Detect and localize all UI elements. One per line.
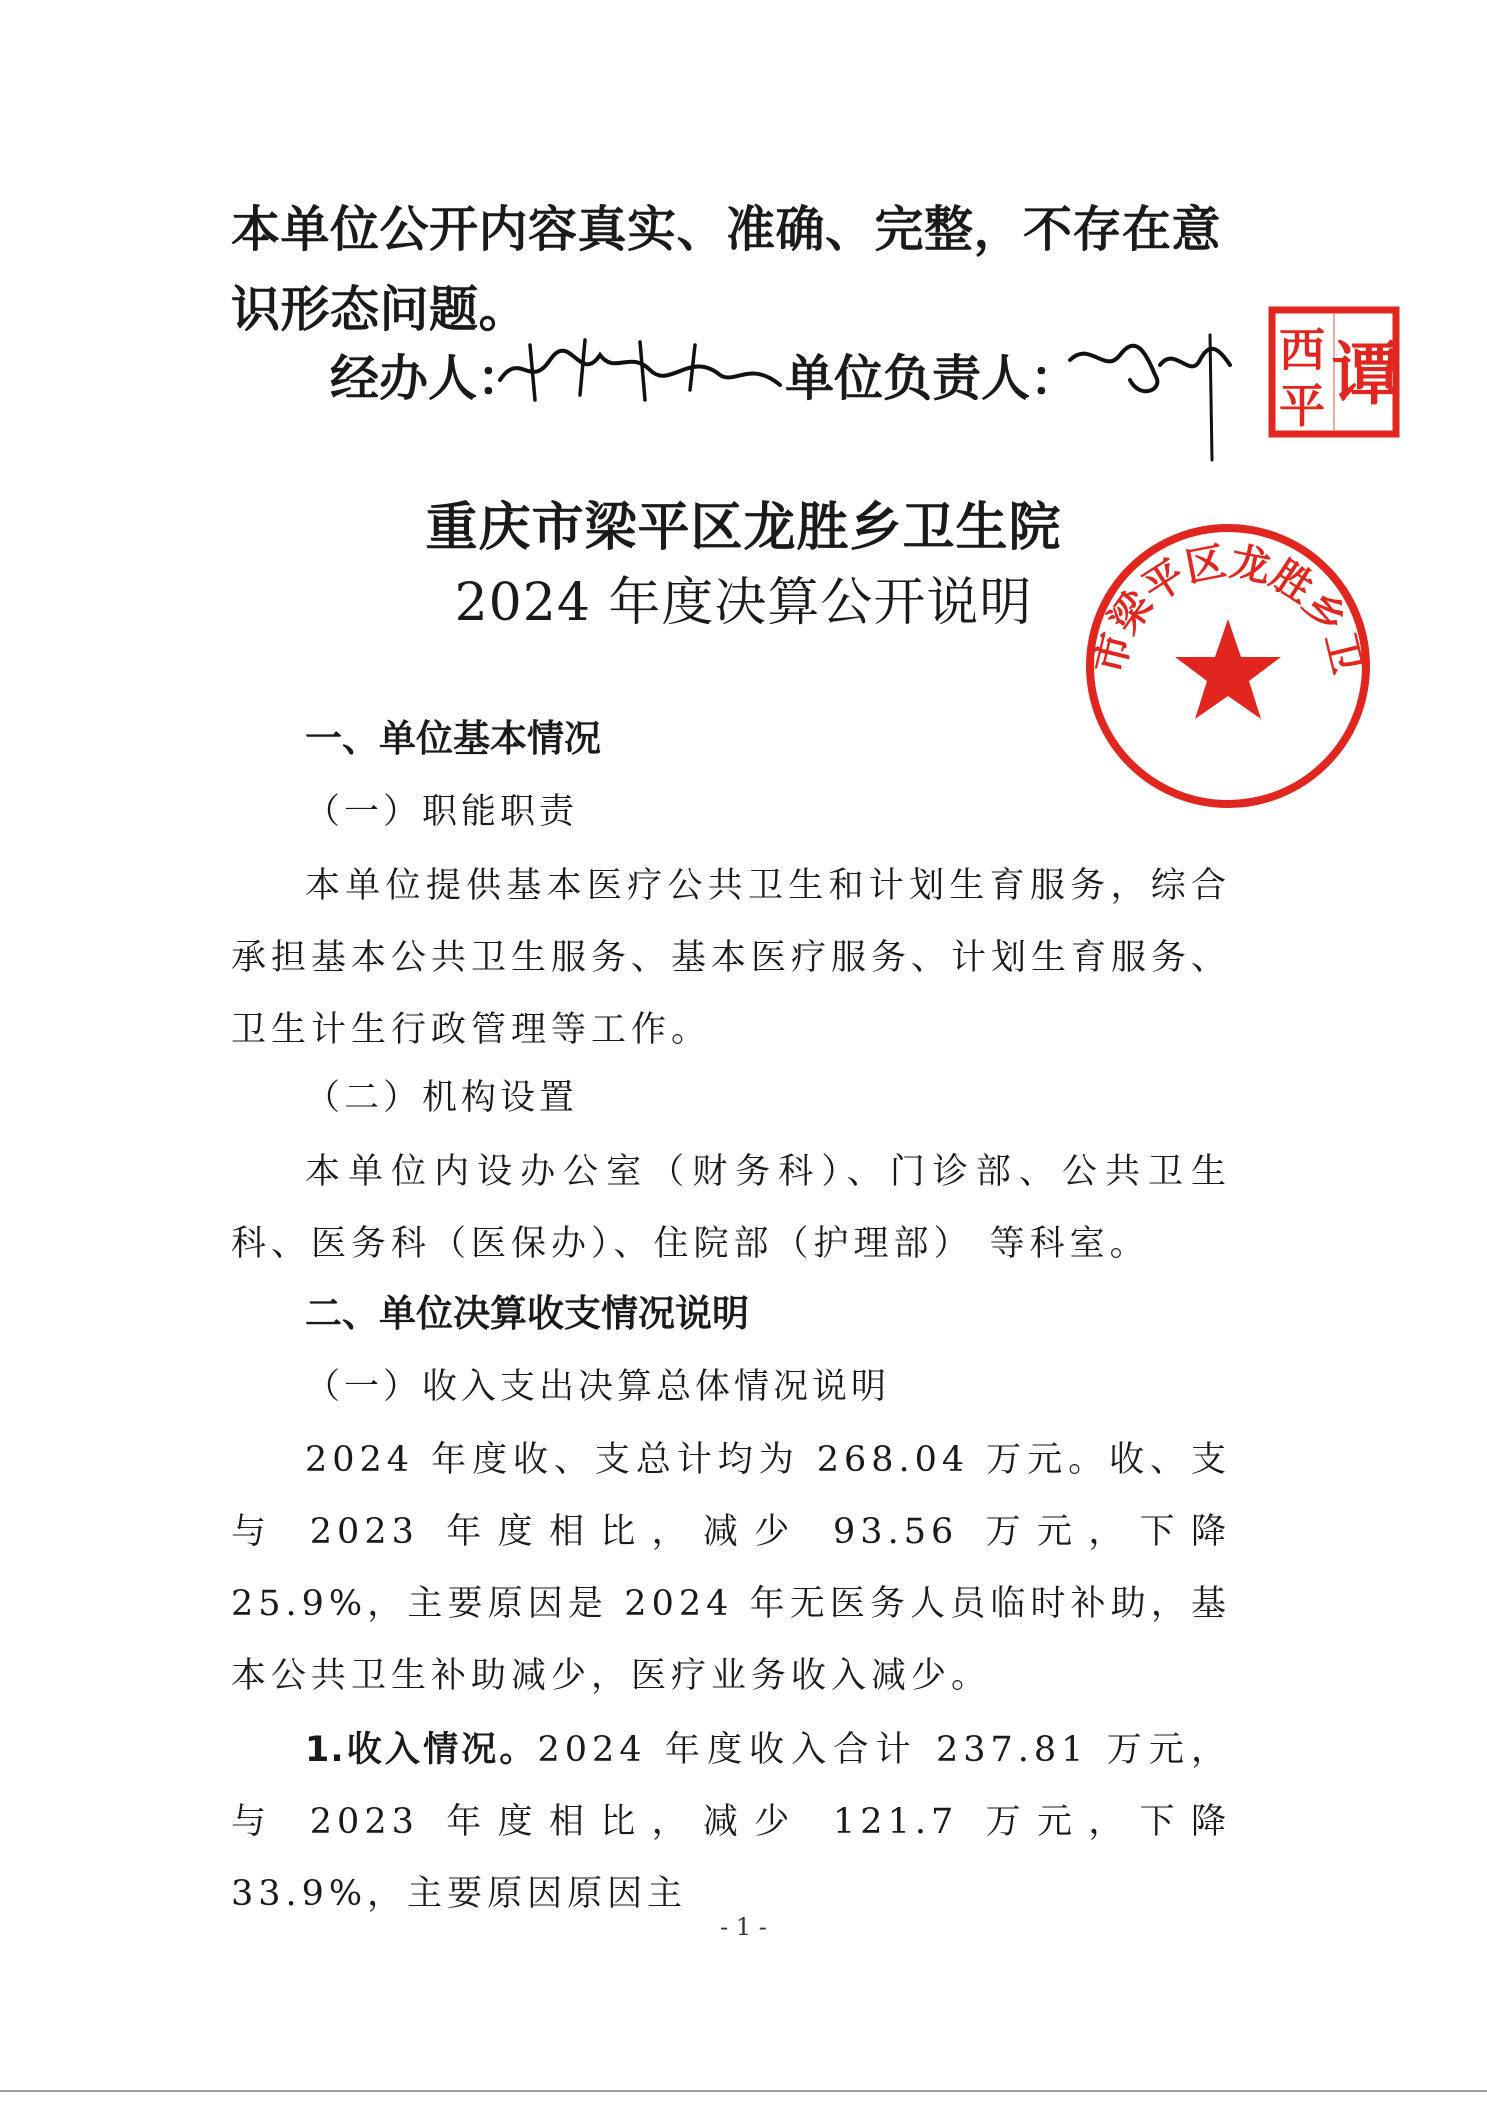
- section-1-sub-1-text: 本单位提供基本医疗公共卫生和计划生育服务，综合承担基本公共卫生服务、基本医疗服务、计划生育服务、卫生计生行政管理等工作。: [231, 866, 1232, 1050]
- round-seal-text: 市梁平区龙胜乡卫: [1086, 538, 1370, 679]
- title-line-2: 2024 年度决算公开说明: [454, 573, 1033, 633]
- income-label: 1.收入情况。: [305, 1730, 538, 1770]
- leader-signature: [1060, 320, 1250, 470]
- section-1-heading: 一、单位基本情况: [305, 717, 601, 760]
- title-line-1: 重庆市梁平区龙胜乡卫生院: [425, 497, 1062, 558]
- page-number: - 1 -: [720, 1913, 767, 1941]
- seal-char-1: 西: [1279, 323, 1325, 377]
- income-paragraph: [231, 1714, 1231, 1930]
- square-seal: [1268, 306, 1400, 442]
- handler-signature: [490, 330, 790, 410]
- section-2-sub-1: （一）收入支出决算总体情况说明: [305, 1367, 891, 1407]
- seal-char-2: 谭: [1331, 336, 1400, 415]
- leader-label: 单位负责人：: [785, 350, 1080, 407]
- income-text: 2024 年度收入合计 237.81 万元，与 2023 年度相比，减少 121.7 万元，下降 33.9%，主要原因原因主: [231, 1730, 1231, 1914]
- section-1-sub-1: （一）职能职责: [305, 792, 579, 832]
- section-2-heading: 二、单位决算收支情况说明: [305, 1292, 749, 1335]
- round-seal: [1083, 521, 1373, 815]
- section-2-sub-1-text: 2024 年度收、支总计均为 268.04 万元。收、支与 2023 年度相比，减少 93.56 万元，下降 25.9%，主要原因是 2024 年无医务人员临时补助，基本公共卫生补助减少，医疗业务收入减少。: [231, 1440, 1231, 1696]
- signature-row: [330, 330, 1230, 410]
- seal-char-3: 平: [1279, 379, 1325, 433]
- section-1-sub-2: （二）机构设置: [305, 1078, 579, 1118]
- section-1-sub-2-text: 本单位内设办公室（财务科）、门诊部、公共卫生科、医务科（医保办）、住院部（护理部） 等科室。: [231, 1152, 1231, 1264]
- declaration-text: 本单位公开内容真实、准确、完整，不存在意识形态问题。: [231, 201, 1222, 338]
- scan-edge-line: [0, 2090, 1487, 2092]
- handler-label: 经办人：: [330, 350, 527, 407]
